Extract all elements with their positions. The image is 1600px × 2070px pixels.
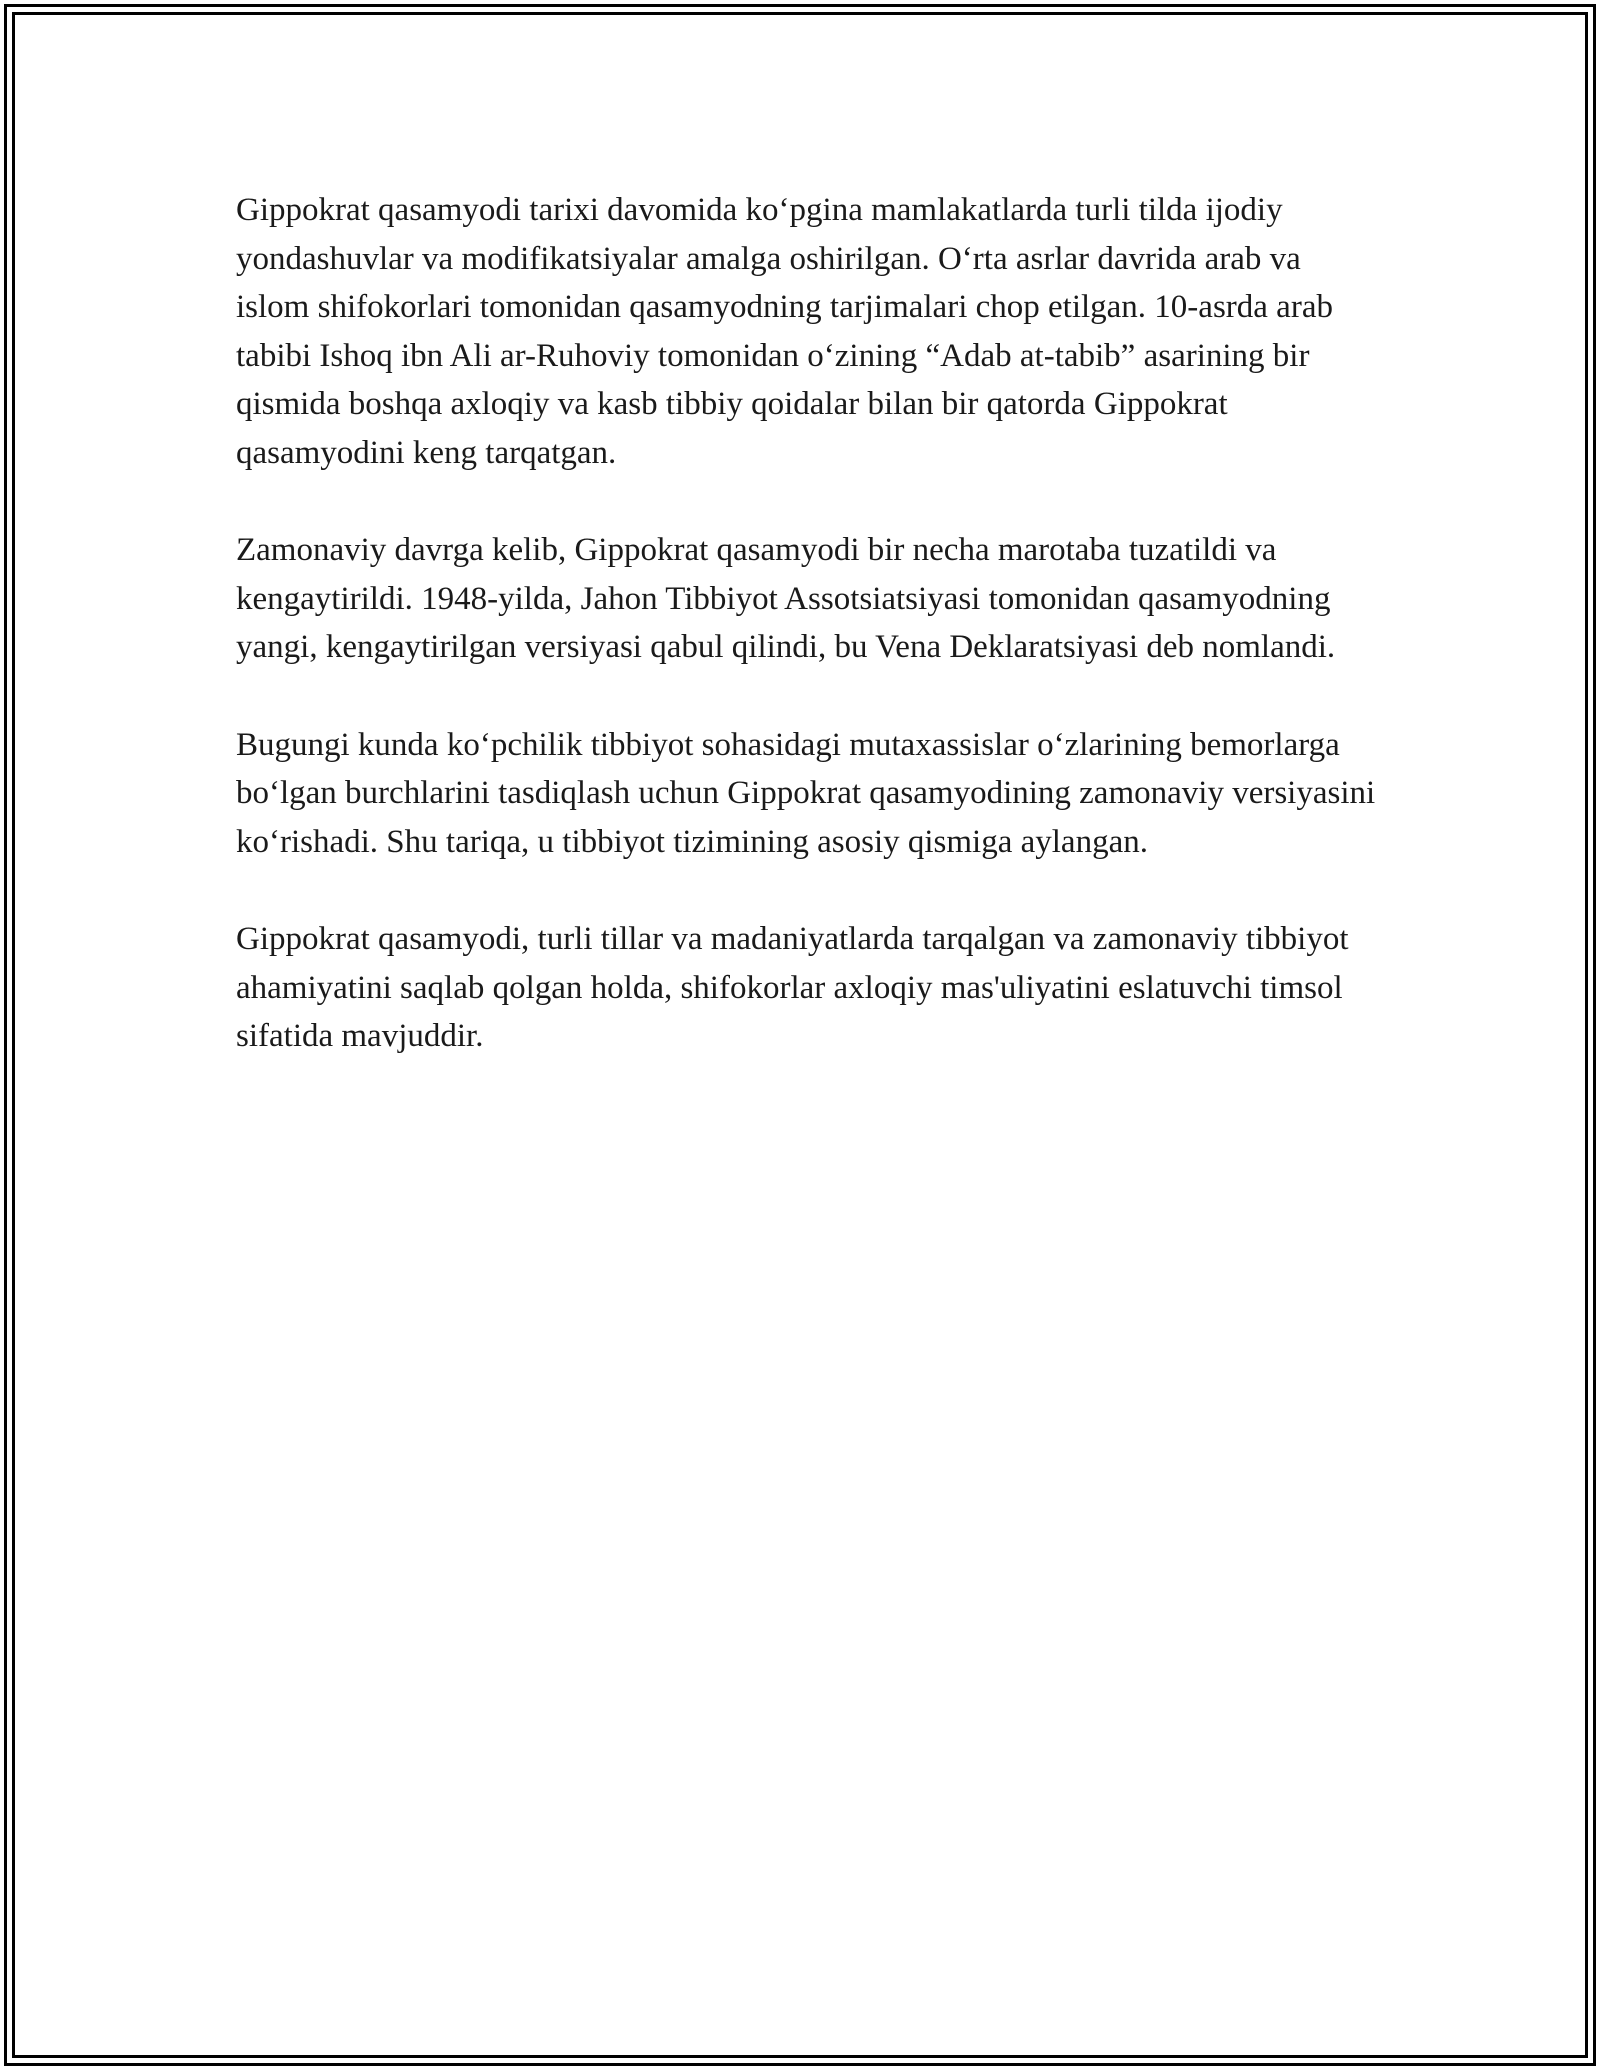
paragraph-4: Gippokrat qasamyodi, turli tillar va madaniyatlarda tarqalgan va zamonaviy tibbiyot ahamiyatini saqlab qolgan holda, shifokorlar axloqiy mas'uliyatini eslatuvchi timsol sifatida mavjuddir. (236, 920, 1349, 1055)
paragraph-2: Zamonaviy davrga kelib, Gippokrat qasamyodi bir necha marotaba tuzatildi va kengaytirildi. 1948-yilda, Jahon Tibbiyot Assotsiatsiyasi tomonidan qasamyodning yangi, kengaytirilgan versiyasi qabul qilindi, bu Vena Deklaratsiyasi deb nomlandi. (236, 532, 1336, 666)
paragraph-1: Gippokrat qasamyodi tarixi davomida koʻpgina mamlakatlarda turli tilda ijodiy yondashuvlar va modifikatsiyalar amalga oshirilgan. Oʻrta asrlar davrida arab va islom shifokorlari tomonidan qasamyodning tarjimalari chop etilgan. 10-asrda arab tabibi Ishoq ibn Ali ar-Ruhoviy tomonidan oʻzining “Adab at-tabib” asarining bir qismida boshqa axloqiy va kasb tibbiy qoidalar bilan bir qatorda Gippokrat qasamyodini keng tarqatgan. (236, 192, 1333, 471)
document-body (236, 186, 1376, 1109)
paragraph-3: Bugungi kunda koʻpchilik tibbiyot sohasidagi mutaxassislar oʻzlarining bemorlarga boʻlgan burchlarini tasdiqlash uchun Gippokrat qasamyodining zamonaviy versiyasini koʻrishadi. Shu tariqa, u tibbiyot tizimining asosiy qismiga aylangan. (236, 726, 1376, 860)
